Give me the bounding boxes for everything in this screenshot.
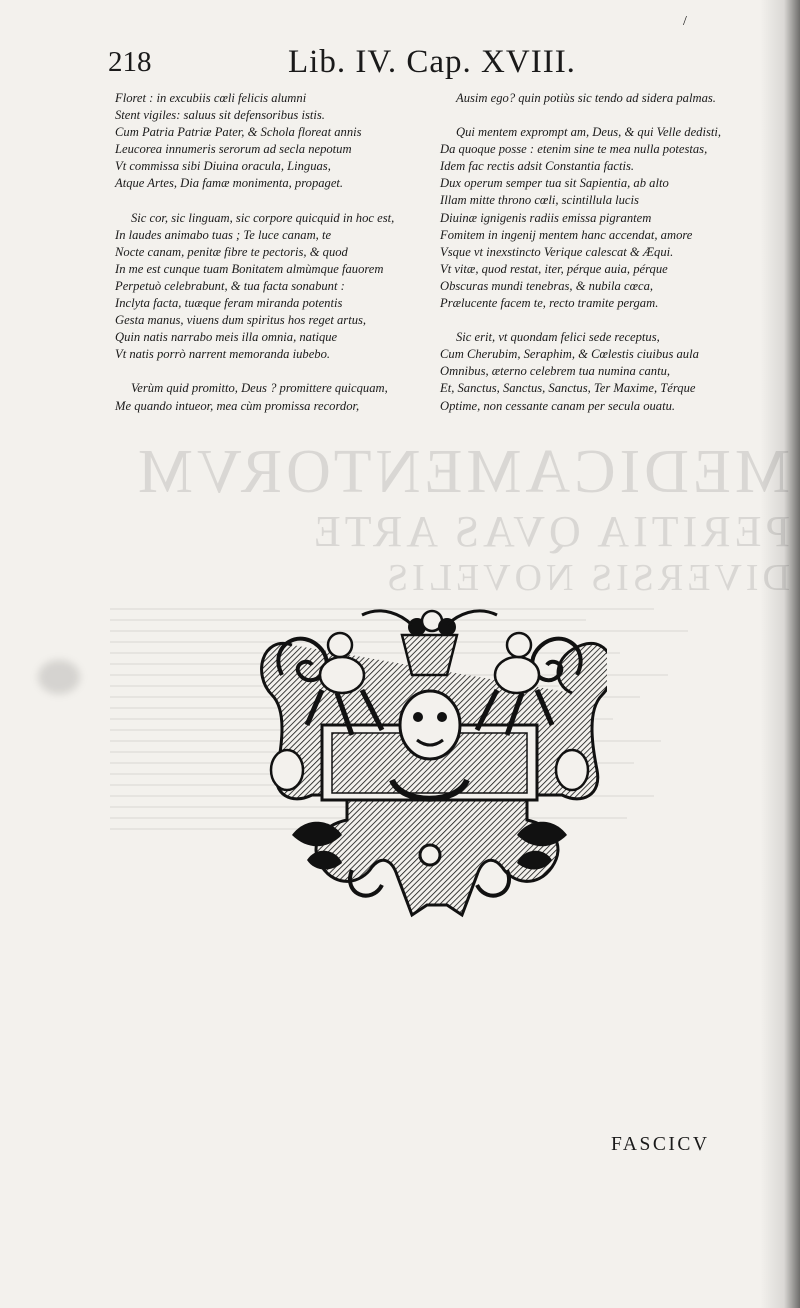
corner-mark: / — [683, 14, 687, 29]
right-verse-line: Obscuras mundi tenebras, & nubila cœca, — [440, 278, 654, 293]
page-number: 218 — [108, 46, 152, 78]
right-verse-line: Fomitem in ingenij mentem hanc accendat, amore — [440, 227, 693, 242]
left-stanza-break — [115, 193, 415, 210]
right-text-column — [440, 90, 760, 415]
right-verse-line: Omnibus, æterno celebrem tua numina cantu, — [440, 364, 671, 379]
left-stanza-break — [115, 363, 415, 380]
left-verse-line: Quin natis narrabo meis illa omnia, natique — [115, 330, 338, 345]
left-verse-line: Atque Artes, Dia famæ monimenta, propaget. — [115, 176, 344, 191]
page-header — [0, 44, 800, 88]
right-verse-line: Diuinæ ignigenis radiis emissa pigrantem — [440, 210, 652, 225]
left-verse-line: Leucorea innumeris serorum ad secla nepotum — [115, 142, 352, 157]
right-stanza-break — [440, 312, 760, 329]
left-verse-line: In laudes animabo tuas ; Te luce canam, te — [115, 227, 332, 242]
left-verse-line: Vt natis porrò narrent memoranda iubebo. — [115, 347, 331, 362]
left-verse-line: Cum Patria Patriæ Pater, & Schola floreat annis — [115, 125, 362, 140]
left-verse-line: Sic cor, sic linguam, sic corpore quicquid in hoc est, — [131, 210, 395, 225]
left-verse-line: Gesta manus, viuens dum spiritus hos reget artus, — [115, 313, 367, 328]
bleed-through-text: MEDICAMENTORVM PERITIA QVAS ARTE DIVERSIS NOVELIS — [110, 440, 790, 1280]
right-verse-line: Dux operum semper tua sit Sapientia, ab alto — [440, 176, 669, 191]
right-verse-line: Ausim ego? quin potiùs sic tendo ad sidera palmas. — [456, 91, 716, 105]
left-verse-line: Vt commissa sibi Diuina oracula, Linguas, — [115, 159, 331, 174]
left-verse-line: Inclyta facta, tuæque feram miranda potentis — [115, 296, 343, 311]
catchword: FASCICV — [611, 1134, 710, 1155]
right-stanza-break — [440, 107, 760, 124]
right-verse-line: Vsque vt inexstincto Verique calescat & Æqui. — [440, 244, 674, 259]
left-verse-line: Me quando intueor, mea cùm promissa recordor, — [115, 398, 360, 413]
woodcut-tailpiece-ornament — [252, 605, 607, 925]
running-head: Lib. IV. Cap. XVIII. — [288, 44, 576, 80]
left-verse-line: Stent vigiles: saluus sit defensoribus istis. — [115, 108, 325, 123]
left-verse-line: Perpetuò celebrabunt, & tua facta sonabunt : — [115, 278, 345, 293]
paper-stain — [38, 660, 80, 694]
right-verse-line: Prælucente facem te, recto tramite pergam. — [440, 296, 659, 311]
right-verse-line: Qui mentem exprompt am, Deus, & qui Velle dedisti, — [456, 125, 722, 140]
left-verse-line: Floret : in excubiis cœli felicis alumni — [115, 91, 307, 105]
right-verse-line: Illam mitte throno cœli, scintillula lucis — [440, 193, 639, 208]
right-verse-line: Idem fac rectis adsit Constantia factis. — [440, 159, 635, 174]
left-verse-line: Verùm quid promitto, Deus ? promittere quicquam, — [131, 381, 388, 396]
right-verse-line: Optime, non cessante canam per secula ouatu. — [440, 398, 676, 413]
right-verse-line: Vt vitæ, quod restat, iter, pérque auia, pérque — [440, 261, 668, 276]
right-verse-line: Et, Sanctus, Sanctus, Sanctus, Ter Maxime, Térque — [440, 381, 696, 396]
left-verse-line: In me est cunque tuam Bonitatem almùmque fauorem — [115, 261, 384, 276]
left-text-column — [115, 90, 415, 415]
left-verse-line: Nocte canam, penitæ fibre te pectoris, & quod — [115, 244, 348, 259]
right-verse-line: Sic erit, vt quondam felici sede receptus, — [456, 330, 660, 345]
right-verse-line: Da quoque posse : etenim sine te mea nulla potestas, — [440, 142, 708, 157]
right-verse-line: Cum Cherubim, Seraphim, & Cœlestis ciuibus aula — [440, 347, 699, 362]
